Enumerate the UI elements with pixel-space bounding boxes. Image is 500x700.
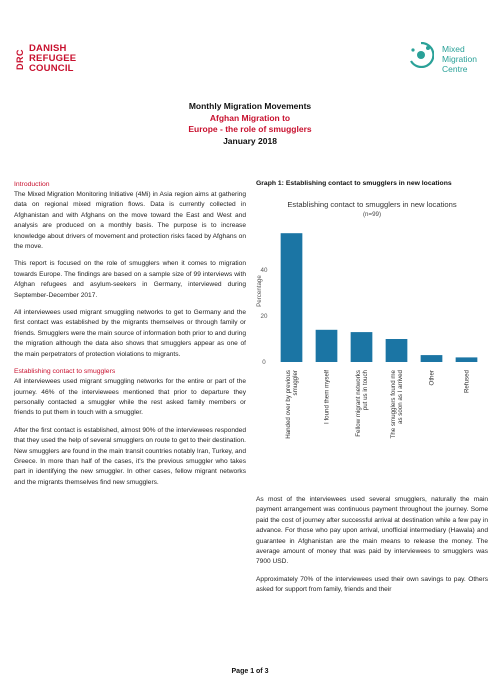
x-tick-label-line: Other xyxy=(428,370,436,386)
document-subtitle-line-1: Afghan Migration to xyxy=(209,112,291,123)
left-column xyxy=(14,180,246,488)
drc-logo xyxy=(14,43,124,77)
x-tick-label-line: put us in touch xyxy=(362,370,369,411)
x-tick-label xyxy=(429,370,436,385)
bar xyxy=(386,339,408,362)
mmc-logo-line-1: Mixed xyxy=(442,44,465,54)
bar xyxy=(281,233,303,362)
x-tick-label xyxy=(464,369,471,393)
y-tick-label: 0 xyxy=(262,359,266,366)
y-tick-label: 40 xyxy=(260,267,268,274)
x-tick-label-line: Refused xyxy=(463,370,471,394)
introduction-heading: Introduction xyxy=(14,181,50,188)
contact-paragraph-2: After the first contact is established, almost 90% of the interviewees responded that they used the help of several smugglers on route to get to their destination. New smugglers are found in the main transit countries notably Iran, Turkey, and Greece. In more than half of the cases, it's the previous smuggler who takes part in identifying the new smuggler. In other cases, fellow migrant networks and the migrants themselves find new smugglers. xyxy=(14,426,246,486)
drc-logo-mark: DRC xyxy=(15,49,25,71)
mmc-logo-line-3: Centre xyxy=(442,64,468,74)
intro-paragraph-1: The Mixed Migration Monitoring Initiative (4Mi) in Asia region aims at gathering data on regional mixed migration flows. Data is currently collected in Afghanistan and with Afghans on the move toward the East and West and analysis are produced on a monthly basis. The purpose is to increase knowledge about drivers of movement and protection risks faced by Afghans on the move. xyxy=(14,191,247,251)
x-tick-label-line: as soon as I arrived xyxy=(397,370,404,424)
x-tick-label xyxy=(285,370,299,439)
x-tick-label-line: smuggler xyxy=(292,370,299,396)
payment-paragraph: As most of the interviewees used several smugglers, naturally the main payment arrangement was continuous payment throughout the journey. Some paid the cost of journey after successful arrival at destination while a few pay in advance. For those who pay upon arrival, unofficial intermediary (Hawala) and guarantee in Afghanistan are the main means to release the money. The average amount of money that was paid by interviewees to smugglers was 7900 USD. xyxy=(256,496,488,566)
x-tick-label-line: The smugglers found me xyxy=(390,370,397,439)
bar xyxy=(456,357,478,362)
contact-paragraph-1: All interviewees used migrant smuggling networks for the entire or part of the journey. 46% of the interviewees mentioned that prior to departure they personally contacted a smuggler while the rest asked family members or friends to put them in touch with a smuggler. xyxy=(14,378,246,417)
graph-caption: Graph 1: Establishing contact to smugglers in new locations xyxy=(256,180,452,187)
x-tick-label-line: Handed over by previous xyxy=(285,370,292,439)
x-tick-label-line: I found them myself xyxy=(323,370,331,424)
drc-logo-line-3: COUNCIL xyxy=(29,63,74,74)
bar xyxy=(421,355,443,362)
x-tick-label xyxy=(324,370,331,424)
y-tick-label: 20 xyxy=(260,313,268,320)
chart-title: Establishing contact to smugglers in new locations xyxy=(287,200,457,209)
chart-subtitle: (n=99) xyxy=(362,211,382,218)
mmc-logo-line-2: Migration xyxy=(442,54,477,64)
savings-paragraph: Approximately 70% of the interviewees used their own savings to pay. Others asked for support from family, friends and their xyxy=(256,575,488,594)
page-number: Page 1 of 3 xyxy=(231,668,269,675)
right-column xyxy=(256,495,488,596)
drc-logo-line-1: DANISH xyxy=(29,43,67,54)
document-date: January 2018 xyxy=(223,135,277,146)
x-tick-label xyxy=(355,369,369,436)
bar xyxy=(316,330,338,362)
y-axis-label: Percentage xyxy=(256,275,263,307)
mmc-logo-icon xyxy=(408,42,434,68)
establishing-contact-heading: Establishing contact to smugglers xyxy=(14,368,116,376)
intro-paragraph-2: This report is focused on the role of smugglers when it comes to migration towards Europe. The findings are based on a sample size of 99 interviews with Afghan refugees and asylum-seekers in Germany, interviewed during September-December 2017. xyxy=(14,260,246,299)
bar-chart xyxy=(252,196,487,481)
bar xyxy=(351,332,373,362)
intro-paragraph-3: All interviewees used migrant smuggling networks to get to Germany and the first contact was established by the migrants themselves or through family or friends. Smugglers were the main source of information both prior to and during the migration although the data also shows that smugglers appear as one of the main perpetrators of protection violations to migrants. xyxy=(14,309,246,358)
document-subtitle-line-2: Europe - the role of smugglers xyxy=(188,124,312,134)
x-tick-label xyxy=(390,369,404,438)
mmc-logo xyxy=(408,40,494,80)
document-title: Monthly Migration Movements xyxy=(188,101,312,111)
drc-logo-line-2: REFUGEE xyxy=(29,53,77,64)
x-tick-label-line: Fellow migrant networks xyxy=(355,370,362,437)
title-block xyxy=(0,101,500,147)
